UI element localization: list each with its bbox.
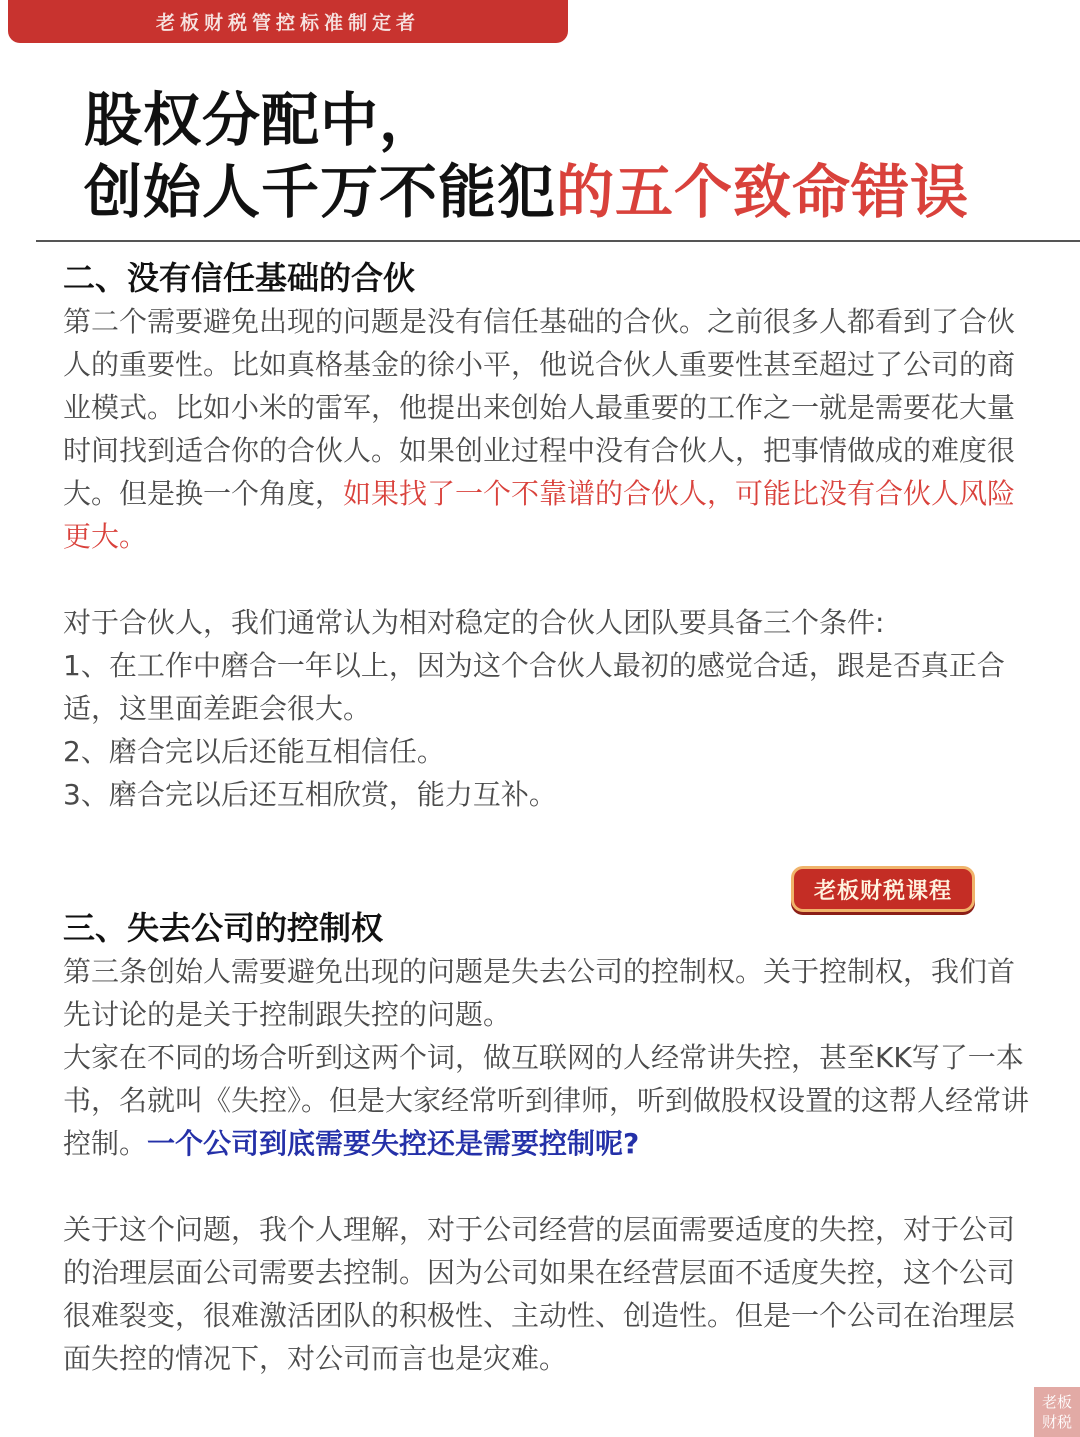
section-3-paragraph-2-text: 大家在不同的场合听到这两个词，做互联网的人经常讲失控，甚至KK写了一本书，名就叫《失控》。但是大家经常听到律师，听到做股权设置的这帮人经常讲控制。 (63, 1041, 1030, 1160)
watermark-line-2: 财税 (1041, 1413, 1072, 1431)
title-line-1: 股权分配中， (84, 86, 439, 154)
corner-watermark (1034, 1387, 1080, 1437)
section-3-paragraph-1: 第三条创始人需要避免出现的问题是失去公司的控制权。关于控制权，我们首先讨论的是关于控制跟失控的问题。 (63, 955, 1016, 1031)
section-3-paragraph-2 (63, 1036, 1033, 1165)
section-no-trust-partnership (63, 256, 1033, 816)
section-2-list-item-2: 2、磨合完以后还能互相信任。 (63, 735, 445, 768)
top-banner (8, 0, 568, 43)
section-2-heading: 二、没有信任基础的合伙 (63, 259, 416, 297)
section-3-heading: 三、失去公司的控制权 (63, 909, 384, 947)
page-title (84, 84, 969, 228)
title-line-2-black: 创始人千万不能犯 (84, 158, 557, 226)
section-2-highlight: 如果找了一个不靠谱的合伙人，可能比没有合伙人风险更大。 (63, 477, 1016, 553)
section-2-paragraph-1 (63, 300, 1033, 558)
section-2-list-item-3: 3、磨合完以后还互相欣赏，能力互补。 (63, 778, 557, 811)
section-loss-of-control (63, 906, 1033, 1380)
section-2-paragraph-2: 对于合伙人，我们通常认为相对稳定的合伙人团队要具备三个条件: (63, 606, 885, 639)
course-badge-text: 老板财税课程 (813, 878, 952, 904)
section-2-list-item-1: 1、在工作中磨合一年以上，因为这个合伙人最初的感觉合适，跟是否真正合适，这里面差距会很大。 (63, 649, 1005, 725)
section-3-paragraph-3: 关于这个问题，我个人理解，对于公司经营的层面需要适度的失控，对于公司的治理层面公司需要去控制。因为公司如果在经营层面不适度失控，这个公司很难裂变，很难激活团队的积极性、主动性、创造性。但是一个公司在治理层面失控的情况下，对公司而言也是灾难。 (63, 1213, 1016, 1375)
section-3-highlight-question: 一个公司到底需要失控还是需要控制呢? (147, 1127, 640, 1160)
title-line-2-red: 的五个致命错误 (556, 158, 970, 226)
banner-text: 老板财税管控标准制定者 (155, 12, 420, 34)
section-2-paragraph-1-text: 第二个需要避免出现的问题是没有信任基础的合伙。之前很多人都看到了合伙人的重要性。比如真格基金的徐小平，他说合伙人重要性甚至超过了公司的商业模式。比如小米的雷军，他提出来创始人最重要的工作之一就是需要花大量时间找到适合你的合伙人。如果创业过程中没有合伙人，把事情做成的难度很大。但是换一个角度， (63, 305, 1016, 510)
title-divider (36, 240, 1080, 242)
watermark-line-1: 老板 (1041, 1393, 1072, 1411)
